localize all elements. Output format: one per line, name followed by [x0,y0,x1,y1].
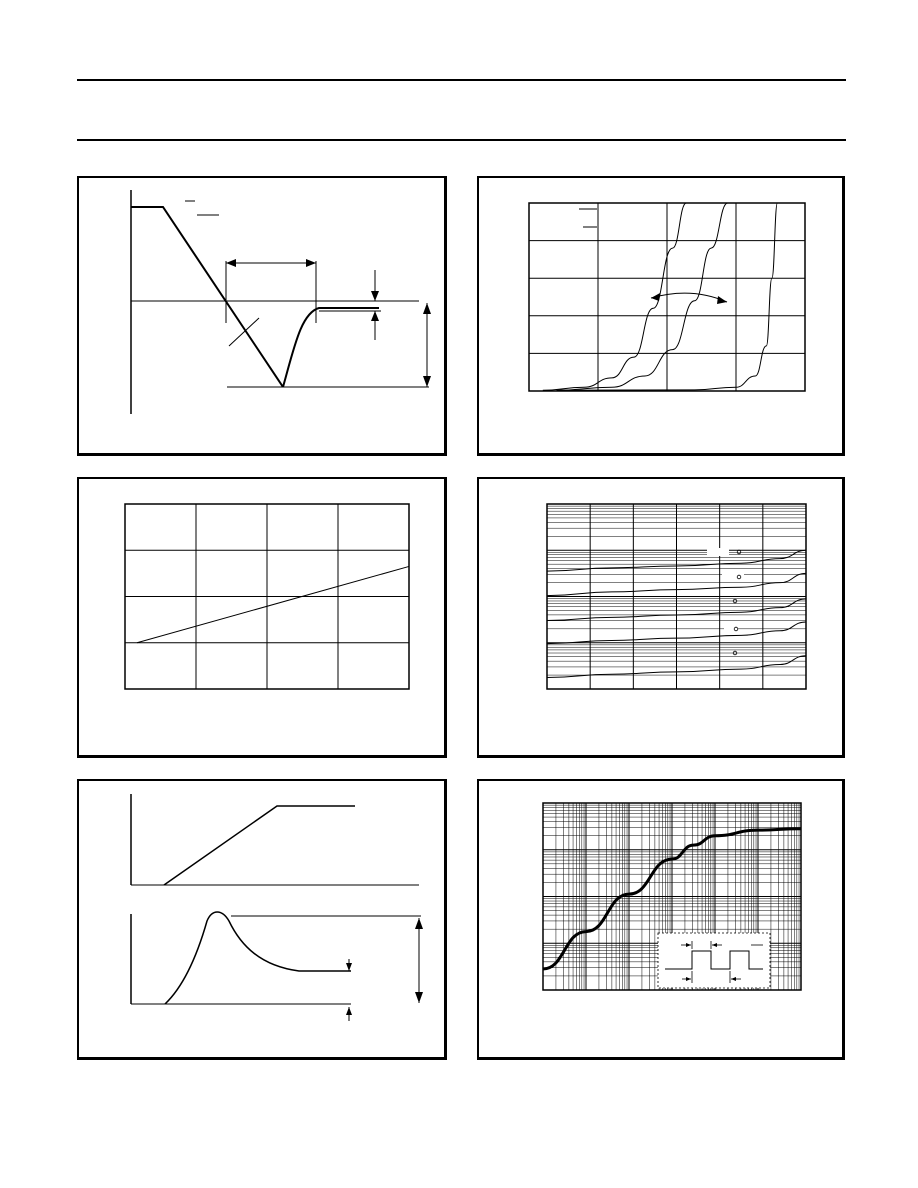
slope-pointer [229,318,259,346]
arrow-right-icon [717,296,727,304]
figure-thermal-impedance [477,779,845,1060]
label-box-3 [724,625,738,633]
log-family-svg [479,479,845,758]
inset-box [658,933,770,988]
series-group [137,566,409,642]
series-curve-1 [543,203,687,390]
figure-reverse-recovery [77,176,447,456]
arrow-down-icon-2 [423,376,431,387]
series-group [543,203,778,390]
figure-forward-voltage [477,176,845,456]
grid [547,504,806,689]
arrow-up-icon-2 [346,1007,352,1015]
current-ramp [164,806,355,885]
voltage-overshoot-curve [165,912,351,1004]
series-trend [137,566,409,642]
reverse-recovery-svg [79,178,447,456]
turn-on-svg [79,781,447,1060]
header-rule-top [77,79,846,81]
arrow-up-icon [371,311,379,321]
thermal-impedance-svg [479,781,845,1060]
header-rule-bottom [77,139,846,141]
arrow-left-icon [226,259,236,267]
current-fall-line [131,207,283,387]
arrow-up-icon-2 [423,303,431,314]
arrow-down-icon [371,291,379,301]
temperature-arc [651,293,727,302]
arrow-right-icon [306,259,316,267]
grid [125,504,409,689]
figure-linear-trend [77,477,447,758]
recovery-curve [283,308,379,387]
forward-voltage-svg [479,178,845,456]
arrow-up-icon [415,918,423,929]
arrow-down-icon-2 [346,963,352,971]
series-curve-2 [557,203,728,390]
figure-log-family [477,477,845,758]
pulse-inset [658,933,770,988]
grid [529,203,805,391]
linear-trend-svg [79,479,447,758]
arrow-down-icon [415,992,423,1003]
figure-turn-on-transient [77,779,447,1060]
label-box-1 [707,548,729,556]
